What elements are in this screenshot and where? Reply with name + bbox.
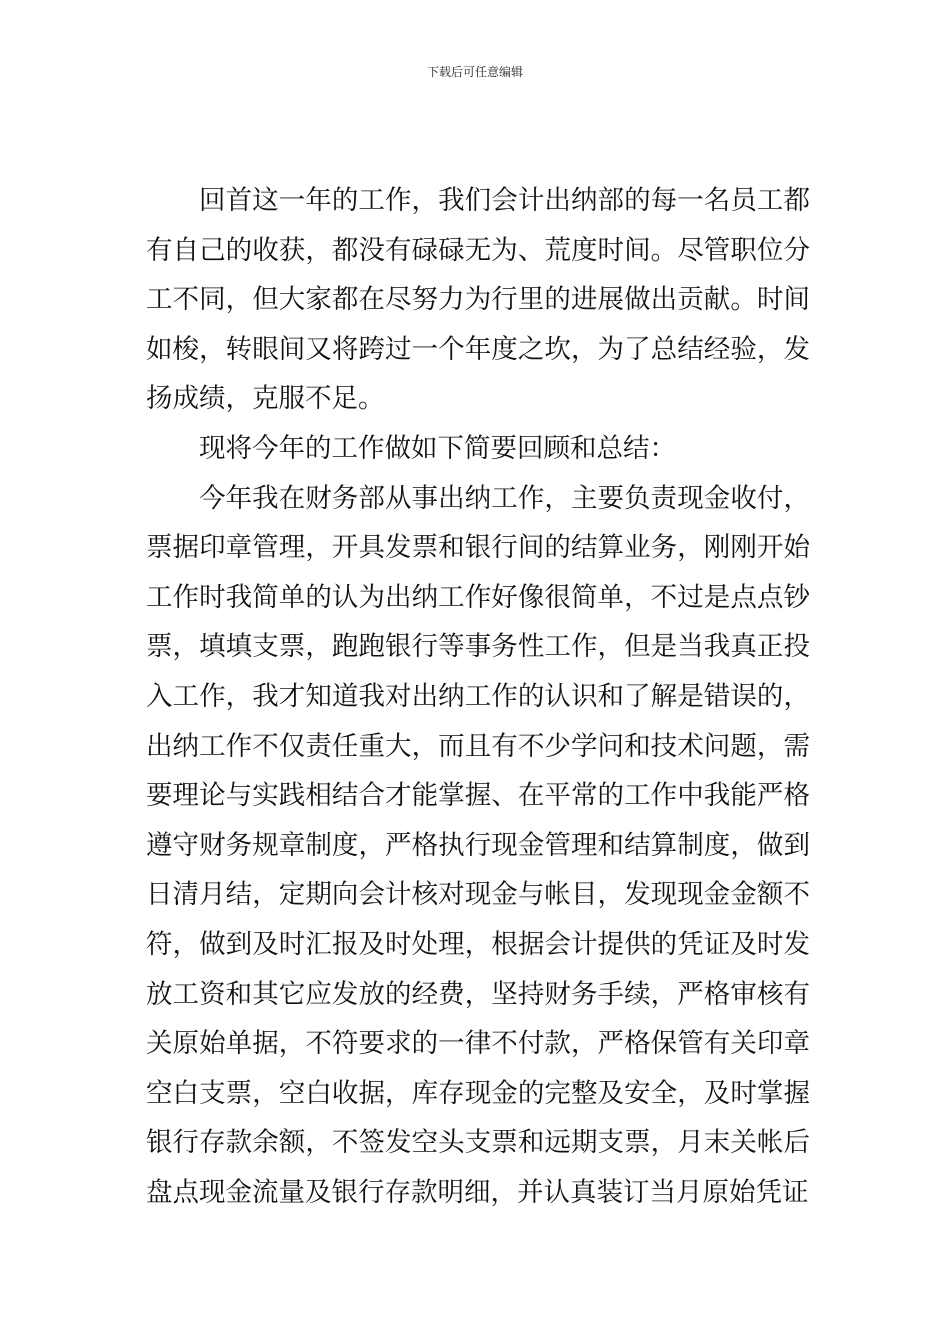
paragraph-intro: 回首这一年的工作，我们会计出纳部的每一名员工都有自己的收获，都没有碌碌无为、荒度时间。尽管职位分工不同，但大家都在尽努力为行里的进展做出贡献。时间如梭，转眼间又将跨过一个年度之坎，为了总结经验，发扬成绩，克服不足。 — [146, 185, 810, 415]
paragraph-summary-lead: 现将今年的工作做如下简要回顾和总结： — [199, 432, 676, 464]
header-note: 下载后可任意编辑 — [426, 65, 523, 79]
paragraph-work-details: 今年我在财务部从事出纳工作，主要负责现金收付，票据印章管理，开具发票和银行间的结算业务，刚刚开始工作时我简单的认为出纳工作好像很简单，不过是点点钞票，填填支票，跑跑银行等事务性工作，但是当我真正投入工作，我才知道我对出纳工作的认识和了解是错误的，出纳工作不仅责任重大，而且有不少学问和技术问题，需要理论与实践相结合才能掌握、在平常的工作中我能严格遵守财务规章制度，严格执行现金管理和结算制度，做到日清月结，定期向会计核对现金与帐目，发现现金金额不符，做到及时汇报及时处理，根据会计提供的凭证及时发放工资和其它应发放的经费，坚持财务手续，严格审核有关原始单据，不符要求的一律不付款，严格保管有关印章空白支票，空白收据，库存现金的完整及安全，及时掌握银行存款余额，不签发空头支票和远期支票，月末关帐后盘点现金流量及银行存款明细，并认真装订当月原始凭证 — [146, 482, 810, 1208]
document-body — [146, 176, 810, 1217]
